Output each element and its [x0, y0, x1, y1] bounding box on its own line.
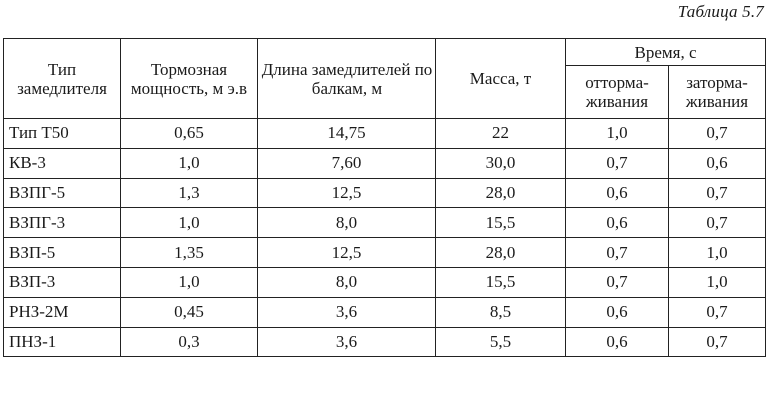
header-mass: Масса, т — [436, 39, 566, 119]
table-row — [4, 208, 766, 238]
header-retarder-length: Длина замедлителей по балкам, м — [258, 39, 436, 119]
table-row — [4, 178, 766, 208]
cell-brake-time: 0,7 — [669, 208, 766, 238]
cell-brake-time: 0,6 — [669, 148, 766, 178]
cell-mass: 22 — [436, 119, 566, 149]
header-brake-time: заторма-живания — [669, 66, 766, 119]
cell-release-time: 0,6 — [566, 208, 669, 238]
cell-braking-power: 0,65 — [121, 119, 258, 149]
cell-brake-time: 1,0 — [669, 238, 766, 268]
header-release-time: оттормa-живания — [566, 66, 669, 119]
cell-retarder-length: 3,6 — [258, 297, 436, 327]
cell-retarder-length: 8,0 — [258, 267, 436, 297]
cell-mass: 30,0 — [436, 148, 566, 178]
cell-brake-time: 0,7 — [669, 119, 766, 149]
cell-brake-time: 1,0 — [669, 267, 766, 297]
header-time-group: Время, с — [566, 39, 766, 66]
table-row — [4, 119, 766, 149]
retarder-specs-table — [3, 38, 766, 357]
cell-mass: 15,5 — [436, 208, 566, 238]
table-row — [4, 327, 766, 357]
cell-release-time: 0,7 — [566, 148, 669, 178]
cell-mass: 8,5 — [436, 297, 566, 327]
cell-brake-time: 0,7 — [669, 178, 766, 208]
table-row — [4, 148, 766, 178]
cell-retarder-type: ВЗПГ-3 — [4, 208, 121, 238]
cell-braking-power: 0,3 — [121, 327, 258, 357]
cell-retarder-type: РНЗ-2М — [4, 297, 121, 327]
cell-mass: 28,0 — [436, 238, 566, 268]
cell-release-time: 0,7 — [566, 238, 669, 268]
cell-retarder-type: Тип Т50 — [4, 119, 121, 149]
cell-retarder-type: ПНЗ-1 — [4, 327, 121, 357]
cell-retarder-length: 14,75 — [258, 119, 436, 149]
cell-retarder-type: ВЗПГ-5 — [4, 178, 121, 208]
cell-retarder-length: 8,0 — [258, 208, 436, 238]
cell-braking-power: 1,0 — [121, 267, 258, 297]
header-braking-power: Тормозная мощность, м э.в — [121, 39, 258, 119]
cell-braking-power: 1,35 — [121, 238, 258, 268]
cell-braking-power: 1,3 — [121, 178, 258, 208]
cell-brake-time: 0,7 — [669, 327, 766, 357]
cell-release-time: 0,6 — [566, 297, 669, 327]
cell-brake-time: 0,7 — [669, 297, 766, 327]
cell-braking-power: 0,45 — [121, 297, 258, 327]
cell-mass: 28,0 — [436, 178, 566, 208]
cell-retarder-length: 12,5 — [258, 238, 436, 268]
cell-braking-power: 1,0 — [121, 208, 258, 238]
cell-retarder-length: 3,6 — [258, 327, 436, 357]
cell-release-time: 0,7 — [566, 267, 669, 297]
cell-retarder-length: 12,5 — [258, 178, 436, 208]
table-caption: Таблица 5.7 — [677, 2, 764, 21]
cell-retarder-type: ВЗП-5 — [4, 238, 121, 268]
cell-mass: 5,5 — [436, 327, 566, 357]
table-row — [4, 297, 766, 327]
cell-braking-power: 1,0 — [121, 148, 258, 178]
cell-mass: 15,5 — [436, 267, 566, 297]
header-retarder-type: Тип замедлителя — [4, 39, 121, 119]
cell-release-time: 0,6 — [566, 327, 669, 357]
cell-release-time: 1,0 — [566, 119, 669, 149]
table-row — [4, 238, 766, 268]
cell-release-time: 0,6 — [566, 178, 669, 208]
cell-retarder-type: КВ-3 — [4, 148, 121, 178]
cell-retarder-length: 7,60 — [258, 148, 436, 178]
table-row — [4, 267, 766, 297]
cell-retarder-type: ВЗП-3 — [4, 267, 121, 297]
